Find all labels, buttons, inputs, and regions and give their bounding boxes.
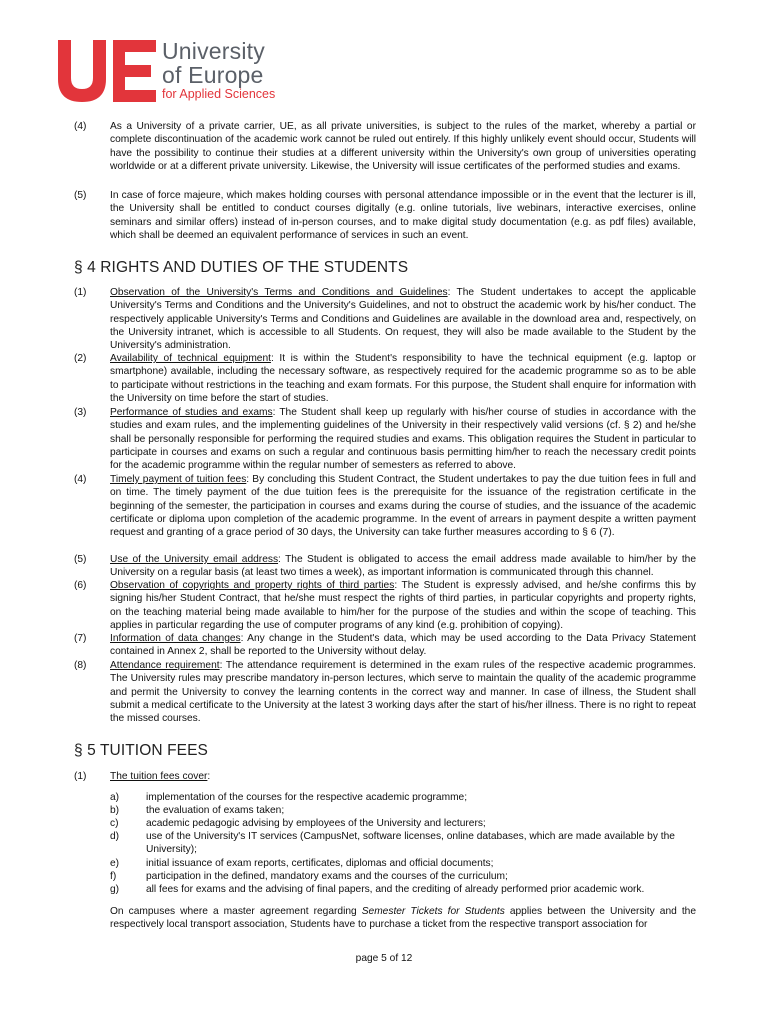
intro-item-text: As a University of a private carrier, UE, as all private universities, is subject to the rules of the market, whereby a partial or complete discontinuation of the academic work cannot be ruled out entirely. If this highly unlikely event should occur, Students will have the possibility to continue their studies at a different university within the University's own group of universities operating worldwide or at a different private university. Likewise, the University will issue certificates of the performed studies and exams. [110, 121, 696, 172]
list-item: academic pedagogic advising by employees of the University and lecturers; [146, 818, 486, 829]
s4-item-title: Availability of technical equipment [110, 353, 271, 364]
s4-item-text [110, 579, 696, 632]
closing-text-post: applies between the University and the respectively local transport association, Students have to purchase a ticket from the respective transport association for [110, 906, 696, 931]
s4-item-title: Performance of studies and exams [110, 407, 273, 418]
list-letter: g) [110, 884, 120, 895]
page-number: page 5 of 12 [355, 953, 413, 964]
s4-item-body: : By concluding this Student Contract, the Student undertakes to pay the due tuition fees in full and on time. The timely payment of the due tuition fees is the prerequisite for the issuance of the registration certificate in the beginning of the semester, the participation in courses and exams during the course of studies, and the issuance of the academic certificate or diploma upon completion of the academic programme. In the event of arrears in payment despite a written payment request and granting of a grace period of 30 days, the University can take further measures according to § 6 (7). [110, 474, 696, 539]
list-item: initial issuance of exam reports, certificates, diplomas and official documents; [146, 858, 494, 869]
s4-item-number: (2) [74, 353, 87, 364]
s4-item-text [110, 352, 696, 405]
list-letter: e) [110, 858, 120, 869]
s4-item-text [110, 632, 696, 659]
s4-item-text [110, 553, 696, 580]
s4-item-number: (1) [74, 287, 87, 298]
section-4-heading: § 4 RIGHTS AND DUTIES OF THE STUDENTS [74, 259, 409, 276]
s4-item-body: : The Student undertakes to accept the applicable University's Terms and Conditions and the University's Guidelines, and not to obstruct the academic work by his/her conduct. The respectively applicable University's Terms and Conditions and Guidelines are available in the download area and, respectively, on the University intranet, which is accessible to all Students. On request, they will also be made available to the Student by the University's administration. [110, 287, 696, 352]
s4-item-number: (3) [74, 407, 87, 418]
s5-item-title: The tuition fees cover [110, 771, 208, 782]
logo-line-2: of Europe [162, 62, 264, 88]
s4-item-body: : The Student shall keep up regularly with his/her course of studies in accordance with the studies and exam rules, and the implementing guidelines of the University in their respectively valid versions (cf. § 2) and he/she shall be personally responsible for performing the required studies and exams. This obligation requires the Student in particular to participate in courses and exams on such a regular and continuous basis permitting him/her to reach the necessary credit points for the academic programme within the regular number of semesters as referred to above. [110, 407, 696, 472]
list-letter: f) [110, 871, 117, 882]
s4-item-title: Observation of copyrights and property rights of third parties [110, 580, 395, 591]
list-letter: a) [110, 792, 120, 803]
s4-item-text [110, 406, 696, 472]
s4-item-number: (5) [74, 554, 87, 565]
university-logo [58, 40, 288, 104]
intro-item-text: In case of force majeure, which makes holding courses with personal attendance impossible or in the event that the lecturer is ill, the University shall be entitled to conduct courses digitally (e.g. online tutorials, live webinars, interactive exercises, online seminars and similar offers) instead of in-person courses, and to make digital study documentation (e.g. as pdf files) available, which shall be deemed an equivalent performance of services in such an event. [110, 190, 696, 241]
s4-item-body: : The attendance requirement is determined in the exam rules of the respective academic programmes. The University rules may prescribe mandatory in-person lectures, which serve to maintain the quality of the academic programme and permit the University to convey the learning contents in the correct way and manner. In case of illness, the Student shall submit a medical certificate to the University at the latest 3 working days after the start of his/her illness. There is no right to repeat the missed courses. [110, 660, 696, 725]
ue-logo-mark-icon [58, 40, 156, 102]
s4-item-body: : Any change in the Student's data, which may be used according to the Data Privacy Statement contained in Annex 2, shall be reported to the University without delay. [110, 633, 697, 658]
list-item: implementation of the courses for the respective academic programme; [146, 792, 468, 803]
s5-closing-paragraph [110, 905, 696, 932]
list-item: the evaluation of exams taken; [146, 805, 285, 816]
closing-text-italic: Semester Tickets for Students [361, 906, 505, 917]
logo-wordmark [162, 40, 275, 102]
s4-item-title: Information of data changes [110, 633, 241, 644]
s4-item-number: (4) [74, 474, 87, 485]
s5-item-text [110, 770, 696, 783]
s4-item-number: (6) [74, 580, 87, 591]
closing-text-pre: On campuses where a master agreement regarding [110, 906, 362, 917]
section-5-heading: § 5 TUITION FEES [74, 742, 208, 759]
s4-item-number: (8) [74, 660, 87, 671]
s4-item-text [110, 659, 696, 725]
s4-item-number: (7) [74, 633, 87, 644]
s4-item-title: Observation of the University's Terms and Conditions and Guidelines [110, 287, 448, 298]
logo-line-3: for Applied Sciences [162, 87, 276, 101]
list-letter: b) [110, 805, 120, 816]
list-item: use of the University's IT services (CampusNet, software licenses, online databases, which are made available by the University); [146, 831, 675, 856]
s5-item-number: (1) [74, 771, 87, 782]
intro-item-number: (4) [74, 121, 87, 132]
list-item: participation in the defined, mandatory exams and the courses of the curriculum; [146, 871, 508, 882]
list-letter: c) [110, 818, 119, 829]
s4-item-title: Use of the University email address [110, 554, 279, 565]
s4-item-title: Timely payment of tuition fees [110, 474, 247, 485]
list-letter: d) [110, 831, 120, 842]
s4-item-body: : The Student is expressly advised, and he/she confirms this by signing his/her Student Contract, that he/she must respect the rights of third parties, in particular copyrights and property rights, on the teaching material being made available to him/her for the purpose of the studies and within the scope of teaching. This applies in particular regarding the use of computer programs of any kind (e.g. prohibition of copying). [110, 580, 696, 631]
s4-item-body: : It is within the Student's responsibility to have the technical equipment (e.g. laptop or smartphone) available, including the necessary software, as respectively required for the academic programme so as to be able to participate without restrictions in the teaching and exam formats. For this purpose, the Student shall enquire for information with the University on time before the start of studies. [110, 353, 696, 404]
logo-line-1: University [162, 38, 265, 64]
s4-item-text [110, 473, 696, 539]
s5-item-colon: : [207, 771, 211, 782]
s4-item-text [110, 286, 696, 352]
s4-item-title: Attendance requirement [110, 660, 220, 671]
s4-item-body: : The Student is obligated to access the email address made available to him/her by the University on a regular basis (at least two times a week), as important information is communicated through this channel. [110, 554, 696, 579]
list-item: all fees for exams and the advising of final papers, and the crediting of already performed prior academic work. [146, 884, 645, 895]
intro-item-number: (5) [74, 190, 87, 201]
